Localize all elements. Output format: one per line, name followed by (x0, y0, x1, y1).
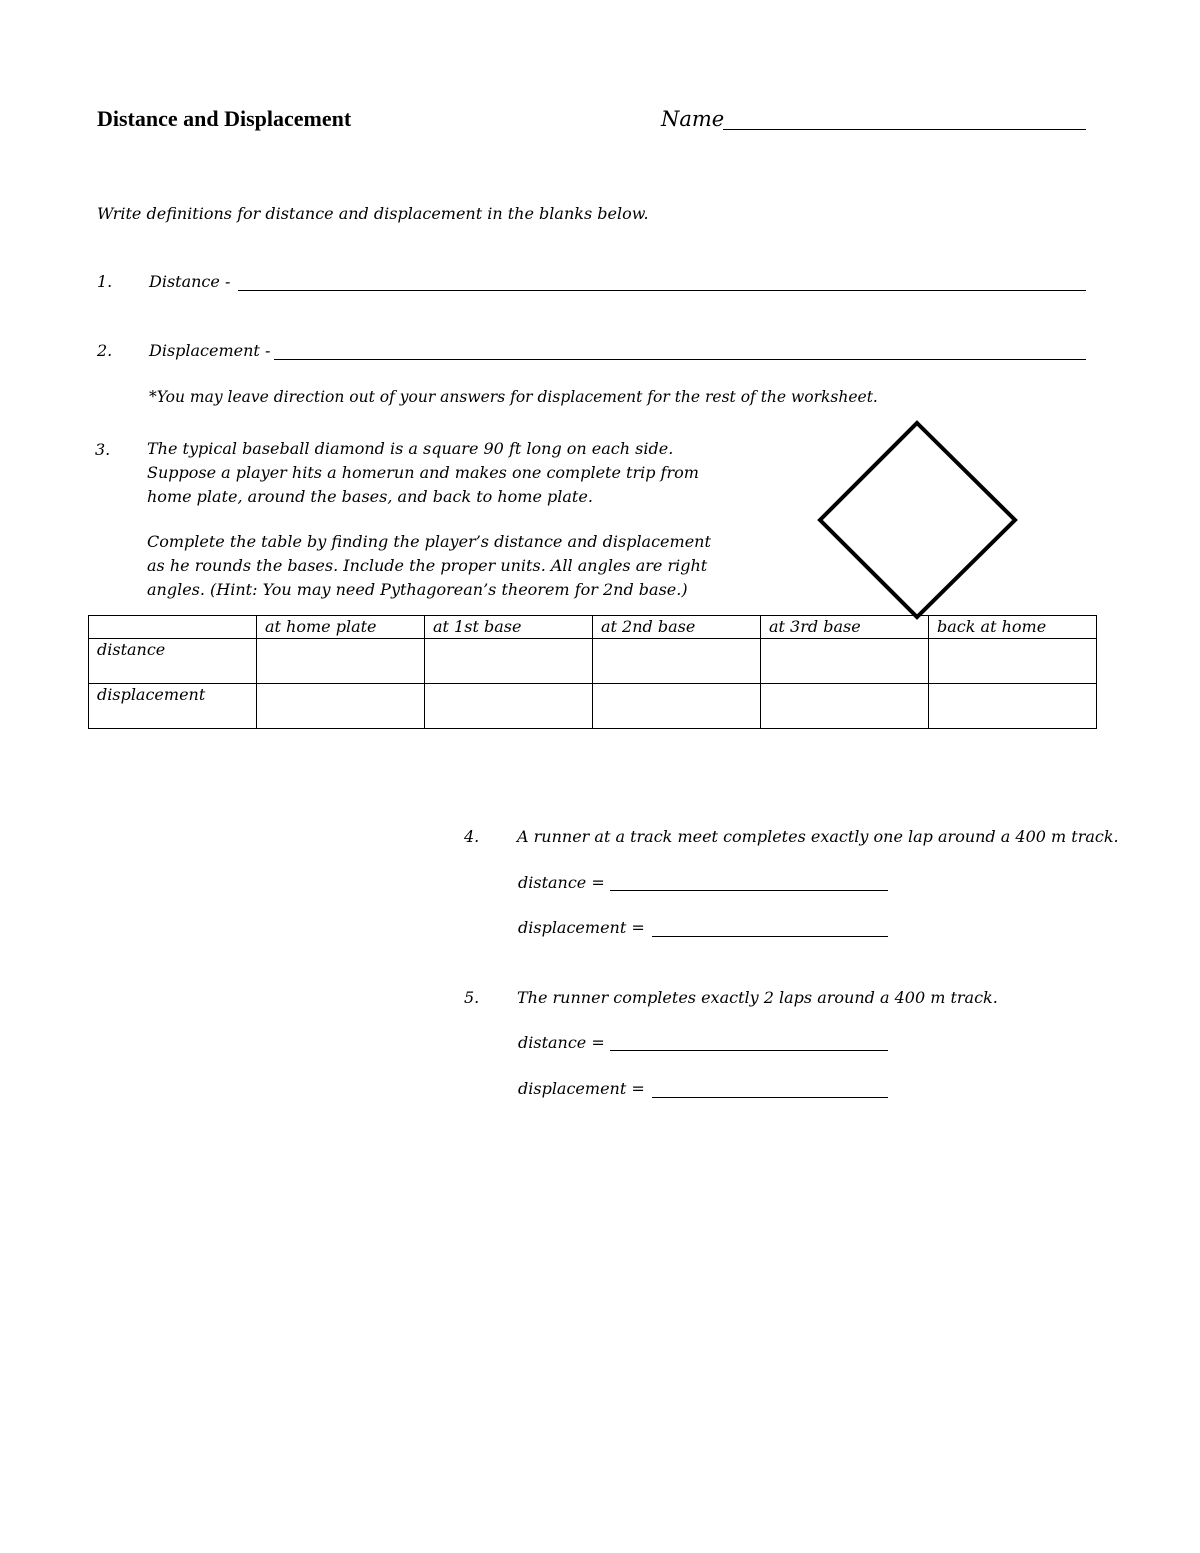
q5-text: The runner completes exactly 2 laps around a 400 m track. (517, 988, 998, 1007)
table-header-cell: at 2nd base (593, 616, 761, 639)
q5-distance-label: distance = (518, 1033, 605, 1052)
table-header-row (89, 616, 1097, 639)
q2-label: Displacement - (149, 341, 271, 360)
q3-number: 3. (95, 440, 111, 459)
q4-distance-blank[interactable] (610, 890, 888, 891)
q3-paragraph-1 (147, 437, 699, 509)
page-title: Distance and Displacement (97, 106, 352, 131)
table-header-cell: at 3rd base (761, 616, 929, 639)
answer-cell[interactable] (593, 639, 761, 684)
q5-displacement-label: displacement = (518, 1079, 645, 1098)
q2-number: 2. (97, 341, 113, 360)
baseball-diamond-figure (810, 412, 1026, 622)
table-header-cell: at home plate (257, 616, 425, 639)
q4-number: 4. (464, 827, 480, 846)
answer-cell[interactable] (929, 639, 1097, 684)
answer-cell[interactable] (257, 639, 425, 684)
table-row (89, 639, 1097, 684)
q3-line: Complete the table by finding the player’s distance and displacement (147, 532, 711, 551)
row-label-distance: distance (89, 639, 257, 684)
q1-label: Distance - (149, 272, 231, 291)
q4-displacement-blank[interactable] (652, 936, 888, 937)
answer-cell[interactable] (257, 684, 425, 729)
bases-table (88, 615, 1097, 729)
q3-paragraph-2 (147, 530, 711, 602)
answer-cell[interactable] (761, 639, 929, 684)
answer-cell[interactable] (761, 684, 929, 729)
q1-blank[interactable] (238, 290, 1086, 291)
q3-line: home plate, around the bases, and back to home plate. (147, 487, 593, 506)
q4-distance-label: distance = (518, 873, 605, 892)
q4-displacement-label: displacement = (518, 918, 645, 937)
q4-text: A runner at a track meet completes exactly one lap around a 400 m track. (517, 827, 1119, 846)
q5-distance-blank[interactable] (610, 1050, 888, 1051)
q3-line: angles. (Hint: You may need Pythagorean’s theorem for 2nd base.) (147, 580, 688, 599)
q1-number: 1. (97, 272, 113, 291)
row-label-displacement: displacement (89, 684, 257, 729)
name-blank[interactable] (723, 129, 1086, 130)
note: *You may leave direction out of your answers for displacement for the rest of the worksheet. (149, 388, 878, 406)
q3-line: The typical baseball diamond is a square 90 ft long on each side. (147, 439, 674, 458)
answer-cell[interactable] (593, 684, 761, 729)
q2-blank[interactable] (274, 359, 1086, 360)
table-header-cell (89, 616, 257, 639)
table-header-cell: at 1st base (425, 616, 593, 639)
q5-displacement-blank[interactable] (652, 1097, 888, 1098)
answer-cell[interactable] (425, 684, 593, 729)
table-row (89, 684, 1097, 729)
table-header-cell: back at home (929, 616, 1097, 639)
q5-number: 5. (464, 988, 480, 1007)
name-label: Name (661, 107, 725, 131)
q3-line: as he rounds the bases. Include the proper units. All angles are right (147, 556, 708, 575)
answer-cell[interactable] (929, 684, 1097, 729)
answer-cell[interactable] (425, 639, 593, 684)
q3-line: Suppose a player hits a homerun and makes one complete trip from (147, 463, 699, 482)
instructions: Write definitions for distance and displacement in the blanks below. (97, 204, 649, 223)
diamond-square (820, 423, 1015, 617)
